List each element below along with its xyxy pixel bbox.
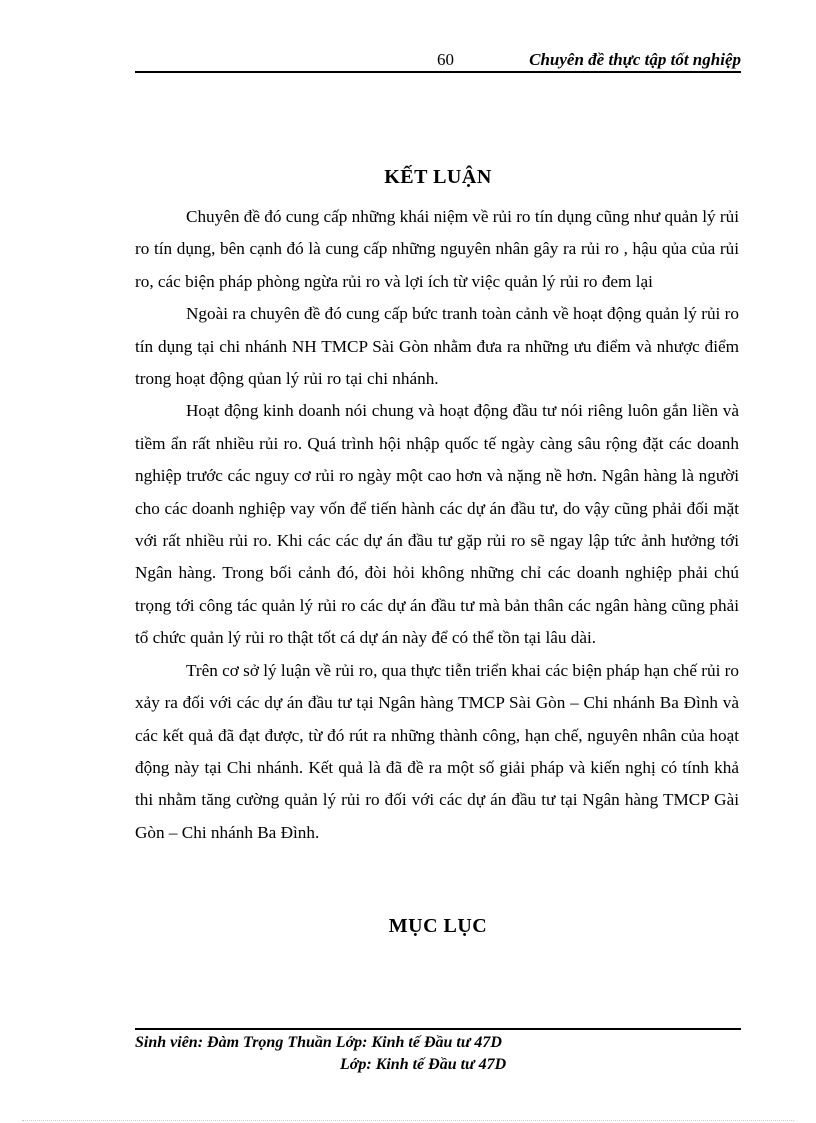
header-title: Chuyên đề thực tập tốt nghiệp (529, 50, 741, 69)
paragraph: Trên cơ sở lý luận về rủi ro, qua thực tiễn triển khai các biện pháp hạn chế rủi ro xảy ra đối với các dự án đầu tư tại Ngân hàng TMCP Sài Gòn – Chi nhánh Ba Đình và các kết quả đã đạt được, từ đó rút ra những thành công, hạn chế, nguyên nhân của hoạt động này tại Chi nhánh. Kết quả là đã đề ra một số giải pháp và kiến nghị có tính khả thi nhằm tăng cường quản lý rủi ro đối với các dự án đầu tư tại Ngân hàng TMCP Gài Gòn – Chi nhánh Ba Đình. (135, 660, 739, 842)
page-bottom-border (22, 1120, 794, 1121)
footer-class-line: Lớp: Kinh tế Đầu tư 47D (340, 1056, 507, 1073)
conclusion-body (135, 201, 739, 849)
paragraph: Hoạt động kinh doanh nói chung và hoạt động đầu tư nói riêng luôn gắn liền và tiềm ẩn rất nhiều rủi ro. Quá trình hội nhập quốc tế ngày càng sâu rộng đặt các doanh nghiệp trước các nguy cơ rủi ro ngày một cao hơn và nặng nề hơn. Ngân hàng là người cho các doanh nghiệp vay vốn để tiến hành các dự án đầu tư, do vậy cũng phải đối mặt với rất nhiều rủi ro. Khi các các dự án đầu tư gặp rủi ro sẽ ngay lập tức ảnh hưởng tới Ngân hàng. Trong bối cảnh đó, đòi hỏi không những chỉ các doanh nghiệp phải chú trọng tới công tác quản lý rủi ro các dự án đầu tư mà bản thân các ngân hàng cũng phải tổ chức quản lý rủi ro thật tốt cá dự án này để có thể tồn tại lâu dài. (135, 401, 739, 648)
footer-student-line: Sinh viên: Đàm Trọng Thuần Lớp: Kinh tế Đầu tư 47D (135, 1034, 502, 1051)
toc-heading: MỤC LỤC (388, 915, 488, 937)
paragraph: Ngoài ra chuyên đề đó cung cấp bức tranh toàn cảnh về hoạt động quản lý rủi ro tín dụng tại chi nhánh NH TMCP Sài Gòn nhằm đưa ra những ưu điểm và nhược điểm trong hoạt động qủan lý rủi ro tại chi nhánh. (135, 304, 739, 389)
footer-divider (135, 1028, 741, 1030)
page-footer (135, 1032, 506, 1076)
conclusion-heading: KẾT LUẬN (384, 166, 492, 188)
paragraph: Chuyên đề đó cung cấp những khái niệm về rủi ro tín dụng cũng như quản lý rủi ro tín dụng, bên cạnh đó là cung cấp những nguyên nhân gây ra rủi ro , hậu qủa của rủi ro, các biện pháp phòng ngừa rủi ro và lợi ích từ việc quản lý rủi ro đem lại (135, 207, 739, 291)
page-header (135, 48, 741, 72)
page-number: 60 (437, 50, 454, 69)
header-divider (135, 71, 741, 73)
